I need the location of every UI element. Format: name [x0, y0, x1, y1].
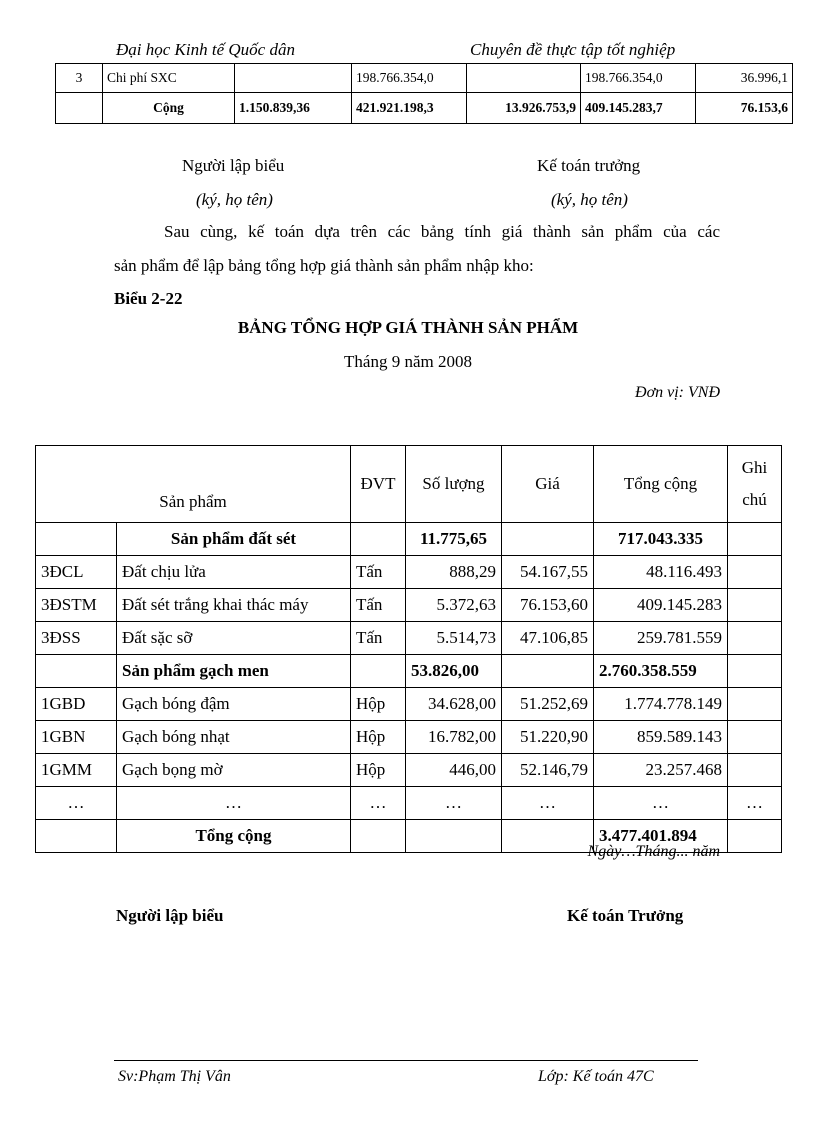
- table-header-row: [36, 446, 782, 523]
- table-cell: Cộng: [103, 93, 235, 124]
- figure-label: Biểu 2-22: [114, 289, 183, 308]
- group-name: Sản phẩm gạch men: [117, 655, 351, 688]
- grand-total-label: Tổng cộng: [117, 820, 351, 853]
- table-row: [56, 64, 793, 93]
- row-name: Đất sét trắng khai thác máy: [117, 589, 351, 622]
- row-name: Gạch bóng nhạt: [117, 721, 351, 754]
- table-cell: Chi phí SXC: [103, 64, 235, 93]
- row-unit: Tấn: [351, 556, 406, 589]
- report-title: BẢNG TỔNG HỢP GIÁ THÀNH SẢN PHẨM: [237, 318, 579, 337]
- table-group-row: [36, 655, 782, 688]
- table-cell: [351, 655, 406, 688]
- signature-accountant-title: Kế toán trưởng: [537, 156, 641, 175]
- table-cell: 409.145.283,7: [581, 93, 696, 124]
- row-unit: Tấn: [351, 589, 406, 622]
- ellipsis-cell: …: [351, 787, 406, 820]
- row-code: 3ĐSTM: [36, 589, 117, 622]
- row-quantity: 446,00: [406, 754, 502, 787]
- ellipsis-cell: …: [502, 787, 594, 820]
- table-cell: 3: [56, 64, 103, 93]
- row-unit: Hộp: [351, 688, 406, 721]
- table-cell: 421.921.198,3: [352, 93, 467, 124]
- group-total: 2.760.358.559: [594, 655, 728, 688]
- row-note: [728, 556, 782, 589]
- row-price: 47.106,85: [502, 622, 594, 655]
- bottom-signature-accountant: Kế toán Trưởng: [567, 906, 684, 925]
- table-row: [36, 721, 782, 754]
- table-row: [36, 556, 782, 589]
- row-name: Đất chịu lửa: [117, 556, 351, 589]
- table-cell: [56, 93, 103, 124]
- row-quantity: 34.628,00: [406, 688, 502, 721]
- row-total: 48.116.493: [594, 556, 728, 589]
- group-quantity: 53.826,00: [406, 655, 502, 688]
- ellipsis-cell: …: [728, 787, 782, 820]
- table-cell: [36, 655, 117, 688]
- row-total: 1.774.778.149: [594, 688, 728, 721]
- signature-preparer-note: (ký, họ tên): [196, 190, 273, 209]
- report-unit: Đơn vị: VNĐ: [635, 384, 720, 401]
- header-note-line2: chú: [742, 490, 767, 509]
- report-subtitle: Tháng 9 năm 2008: [344, 352, 472, 371]
- table-row: [36, 589, 782, 622]
- row-name: Gạch bóng đậm: [117, 688, 351, 721]
- table-cell: [351, 820, 406, 853]
- row-price: 52.146,79: [502, 754, 594, 787]
- header-product: Sản phẩm: [36, 446, 351, 523]
- ellipsis-cell: …: [406, 787, 502, 820]
- row-note: [728, 622, 782, 655]
- product-cost-summary-table: [35, 445, 782, 853]
- table-group-row: [36, 523, 782, 556]
- row-code: 3ĐSS: [36, 622, 117, 655]
- row-note: [728, 754, 782, 787]
- row-quantity: 5.514,73: [406, 622, 502, 655]
- group-quantity: 11.775,65: [406, 523, 502, 556]
- row-name: Gạch bọng mờ: [117, 754, 351, 787]
- table-ellipsis-row: [36, 787, 782, 820]
- row-note: [728, 721, 782, 754]
- row-price: 76.153,60: [502, 589, 594, 622]
- row-quantity: 888,29: [406, 556, 502, 589]
- row-name: Đất sặc sỡ: [117, 622, 351, 655]
- grand-total-value: 3.477.401.894: [594, 820, 728, 853]
- footer-divider: [114, 1060, 698, 1061]
- table-cell: [502, 655, 594, 688]
- row-unit: Tấn: [351, 622, 406, 655]
- row-note: [728, 688, 782, 721]
- header-unit: ĐVT: [351, 446, 406, 523]
- row-code: 1GBN: [36, 721, 117, 754]
- table-row: [36, 754, 782, 787]
- signature-accountant-note: (ký, họ tên): [551, 190, 628, 209]
- row-total: 859.589.143: [594, 721, 728, 754]
- row-quantity: 5.372,63: [406, 589, 502, 622]
- ellipsis-cell: …: [594, 787, 728, 820]
- header-note: [728, 446, 782, 523]
- row-price: 54.167,55: [502, 556, 594, 589]
- row-total: 259.781.559: [594, 622, 728, 655]
- ellipsis-cell: …: [36, 787, 117, 820]
- header-school: Đại học Kinh tế Quốc dân: [116, 40, 295, 59]
- row-unit: Hộp: [351, 721, 406, 754]
- row-quantity: 16.782,00: [406, 721, 502, 754]
- header-note-line1: Ghi: [741, 458, 768, 477]
- header-price: Giá: [502, 446, 594, 523]
- table-cell: [728, 820, 782, 853]
- footer-class: Lớp: Kế toán 47C: [538, 1068, 654, 1085]
- table-cell: 1.150.839,36: [235, 93, 352, 124]
- table-cell: [36, 523, 117, 556]
- table-cell: [467, 64, 581, 93]
- row-price: 51.220,90: [502, 721, 594, 754]
- table-cell: 36.996,1: [696, 64, 793, 93]
- row-code: 3ĐCL: [36, 556, 117, 589]
- group-name: Sản phẩm đất sét: [117, 523, 351, 556]
- group-total: 717.043.335: [594, 523, 728, 556]
- bottom-signature-preparer: Người lập biểu: [116, 906, 224, 925]
- table-cell: 76.153,6: [696, 93, 793, 124]
- row-total: 409.145.283: [594, 589, 728, 622]
- table-cell: 13.926.753,9: [467, 93, 581, 124]
- date-line: Ngày…Tháng... năm: [587, 843, 720, 860]
- table-cell: [406, 820, 502, 853]
- row-code: 1GMM: [36, 754, 117, 787]
- paragraph-line-2: sản phẩm để lập bảng tổng hợp giá thành sản phẩm nhập kho:: [114, 256, 534, 275]
- signature-preparer-title: Người lập biểu: [182, 156, 285, 175]
- row-price: 51.252,69: [502, 688, 594, 721]
- row-unit: Hộp: [351, 754, 406, 787]
- table-row: [36, 622, 782, 655]
- row-total: 23.257.468: [594, 754, 728, 787]
- row-note: [728, 589, 782, 622]
- table-row: [36, 688, 782, 721]
- ellipsis-cell: …: [117, 787, 351, 820]
- table-cell: 198.766.354,0: [581, 64, 696, 93]
- table-cell: [235, 64, 352, 93]
- table-cell: [502, 523, 594, 556]
- previous-cost-table: [55, 63, 793, 124]
- table-total-row: [56, 93, 793, 124]
- paragraph-line-1: Sau cùng, kế toán dựa trên các bảng tính giá thành sản phẩm của các: [164, 222, 720, 241]
- table-cell: 198.766.354,0: [352, 64, 467, 93]
- table-cell: [36, 820, 117, 853]
- footer-student: Sv:Phạm Thị Vân: [118, 1068, 231, 1085]
- header-total: Tổng cộng: [594, 446, 728, 523]
- table-cell: [728, 523, 782, 556]
- row-code: 1GBD: [36, 688, 117, 721]
- header-topic: Chuyên đề thực tập tốt nghiệp: [470, 40, 676, 59]
- header-quantity: Số lượng: [406, 446, 502, 523]
- table-cell: [728, 655, 782, 688]
- table-cell: [351, 523, 406, 556]
